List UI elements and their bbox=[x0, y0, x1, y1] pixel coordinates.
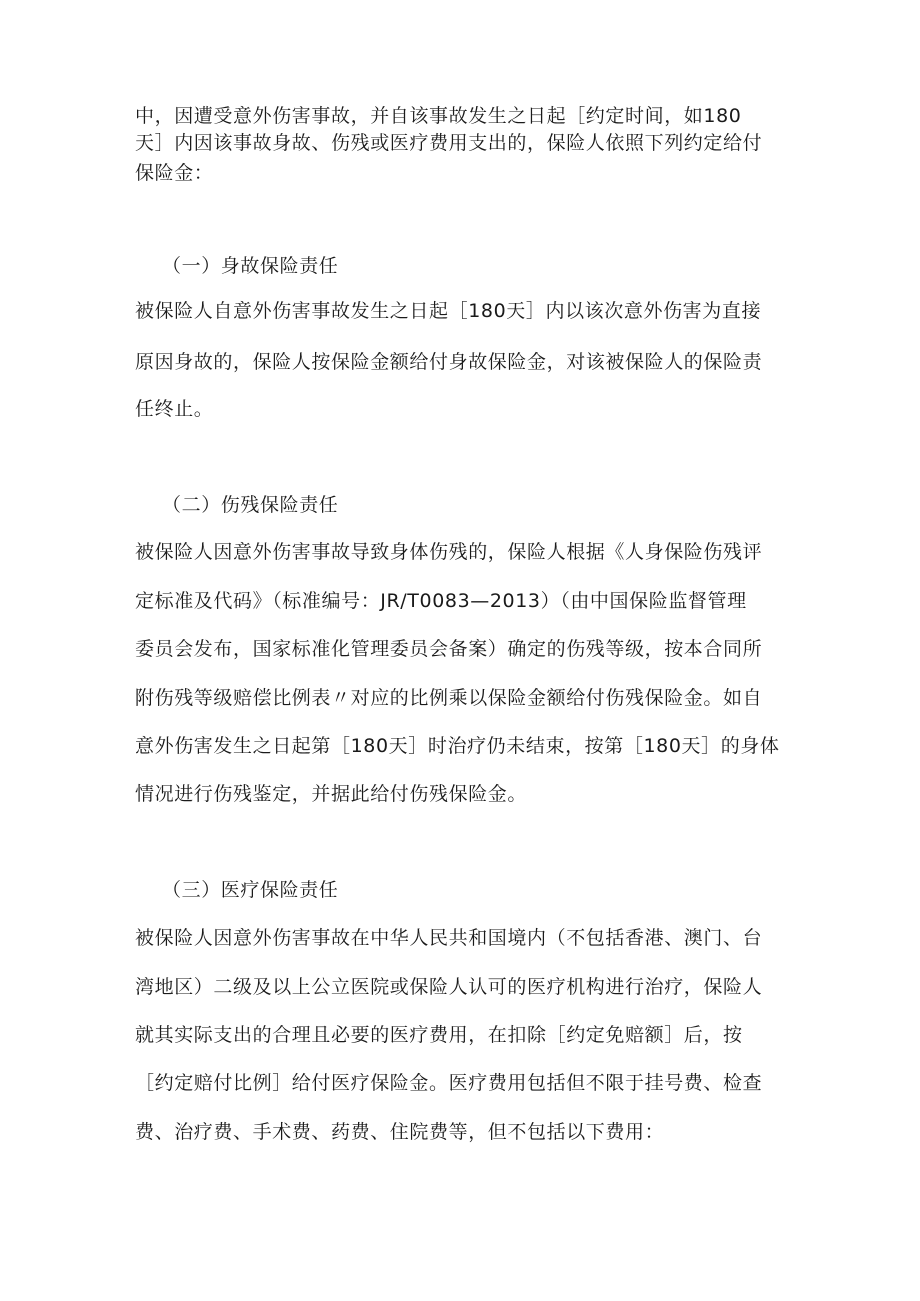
section1-line-1: 被保险人自意外伤害事故发生之日起［180天］内以该次意外伤害为直接 bbox=[135, 300, 762, 322]
section1-line-2: 原因身故的，保险人按保险金额给付身故保险金，对该被保险人的保险责 bbox=[135, 351, 763, 373]
section2-line-6: 情况进行伤残鉴定，并据此给付伤残保险金。 bbox=[135, 783, 528, 805]
section1-line-3: 任终止。 bbox=[135, 398, 214, 420]
section-heading-death-benefit: （一）身故保险责任 bbox=[162, 255, 339, 277]
section3-line-3: 就其实际支出的合理且必要的医疗费用，在扣除［约定免赔额］后，按 bbox=[135, 1024, 743, 1046]
section-heading-medical-benefit: （三）医疗保险责任 bbox=[162, 879, 339, 901]
section2-line-5: 意外伤害发生之日起第［180天］时治疗仍未结束，按第［180天］的身体 bbox=[135, 735, 780, 757]
section2-line-4: 附伤残等级赔偿比例表〃对应的比例乘以保险金额给付伤残保险金。如自 bbox=[135, 687, 763, 709]
section3-line-4: ［约定赔付比例］给付医疗保险金。医疗费用包括但不限于挂号费、检查 bbox=[135, 1072, 763, 1094]
intro-line-2: 天］内因该事故身故、伤残或医疗费用支出的，保险人依照下列约定给付 bbox=[135, 132, 763, 154]
section3-line-1: 被保险人因意外伤害事故在中华人民共和国境内（不包括香港、澳门、台 bbox=[135, 927, 763, 949]
section3-line-5: 费、治疗费、手术费、药费、住院费等，但不包括以下费用： bbox=[135, 1121, 665, 1143]
intro-line-3: 保险金： bbox=[135, 162, 214, 184]
section2-line-3: 委员会发布，国家标准化管理委员会备案）确定的伤残等级，按本合同所 bbox=[135, 638, 763, 660]
section2-line-2: 定标准及代码》（标准编号：JR/T0083—2013）（由中国保险监督管理 bbox=[135, 590, 747, 612]
section2-line-1: 被保险人因意外伤害事故导致身体伤残的，保险人根据《人身保险伤残评 bbox=[135, 541, 763, 563]
intro-line-1: 中，因遭受意外伤害事故，并自该事故发生之日起［约定时间，如180 bbox=[135, 105, 742, 127]
section3-line-2: 湾地区）二级及以上公立医院或保险人认可的医疗机构进行治疗，保险人 bbox=[135, 976, 763, 998]
section-heading-disability-benefit: （二）伤残保险责任 bbox=[162, 494, 339, 516]
